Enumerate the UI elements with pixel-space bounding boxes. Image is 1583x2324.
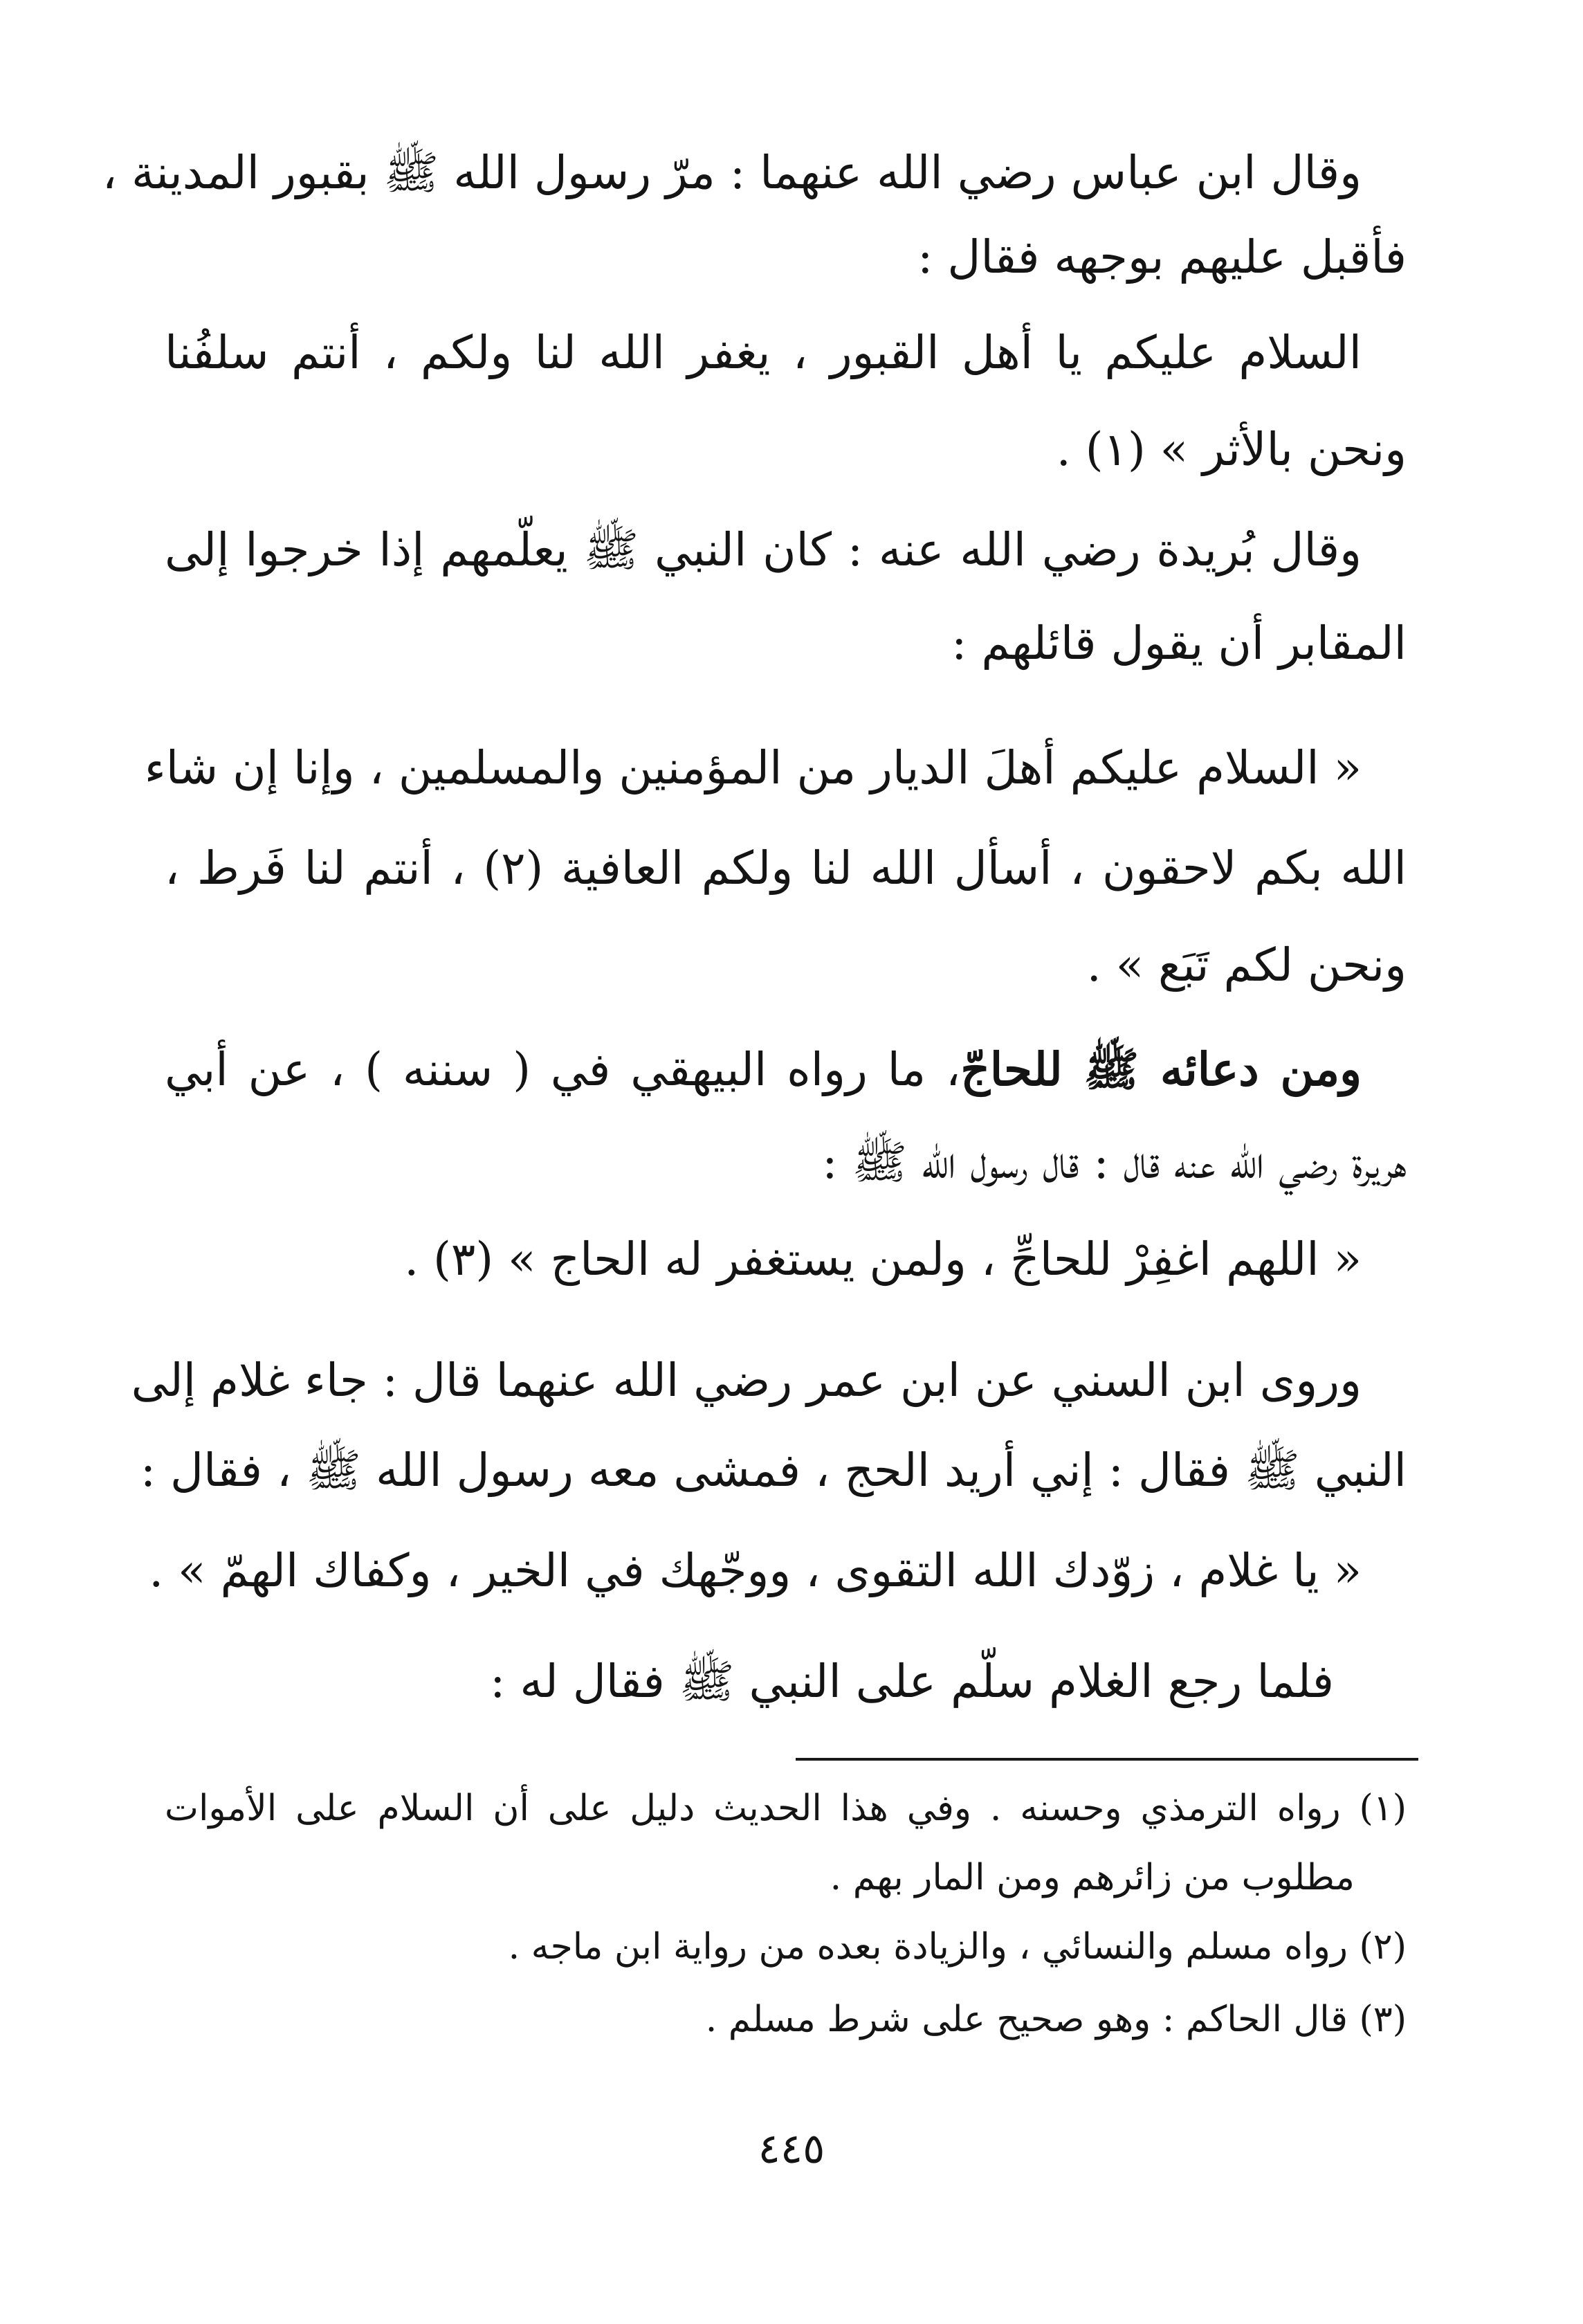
- text-line: ومن دعائه ﷺ للحاجّ، ما رواه البيهقي في ( سننه ) ، عن أبي: [165, 1042, 1362, 1096]
- text-line: ونحن لكم تَبَع » .: [1086, 938, 1407, 992]
- text-line: وقال بُريدة رضي الله عنه : كان النبي ﷺ يعلّمهم إذا خرجوا إلى: [165, 523, 1362, 577]
- page-number: ٤٤٥: [758, 2125, 825, 2173]
- text-line: « يا غلام ، زوّدك الله التقوى ، ووجّهك في الخير ، وكفاك الهمّ » .: [149, 1544, 1362, 1597]
- text-line: فلما رجع الغلام سلّم على النبي ﷺ فقال له :: [490, 1655, 1334, 1708]
- footnote-line: (١) رواه الترمذي وحسنه . وفي هذا الحديث دليل على أن السلام على الأموات: [165, 1788, 1407, 1829]
- text-line: السلام عليكم يا أهل القبور ، يغفر الله لنا ولكم ، أنتم سلفُنا: [165, 326, 1362, 379]
- text-line: « السلام عليكم أهلَ الديار من المؤمنين والمسلمين ، وإنا إن شاء: [144, 741, 1362, 795]
- footnote-line: مطلوب من زائرهم ومن المار بهم .: [830, 1857, 1355, 1898]
- text-line: ونحن بالأثر » (١) .: [1056, 423, 1407, 476]
- footnote-line: (٣) قال الحاكم : وهو صحيح على شرط مسلم .: [705, 1999, 1407, 2040]
- text-line: الله بكم لاحقون ، أسأل الله لنا ولكم العافية (٢) ، أنتم لنا فَرط ،: [165, 842, 1407, 895]
- text-line: وقال ابن عباس رضي الله عنهما : مرّ رسول الله ﷺ بقبور المدينة ،: [102, 146, 1362, 199]
- text-line: المقابر أن يقول قائلهم :: [951, 617, 1407, 670]
- bold-phrase: ومن دعائه ﷺ للحاجّ: [960, 1042, 1362, 1096]
- footnote-separator: [796, 1758, 1418, 1761]
- text-line: فأقبل عليهم بوجهه فقال :: [917, 230, 1407, 284]
- text-line: « اللهم اغفِرْ للحاجِّ ، ولمن يستغفر له الحاج » (٣) .: [404, 1233, 1362, 1286]
- footnote-line: (٢) رواه مسلم والنسائي ، والزيادة بعده من رواية ابن ماجه .: [508, 1926, 1407, 1968]
- text-line: النبي ﷺ فقال : إني أريد الحج ، فمشى معه رسول الله ﷺ ، فقال :: [140, 1444, 1407, 1497]
- text-line: هريرة رضي الله عنه قال : قال رسول الله ﷺ :: [822, 1136, 1407, 1189]
- text-line: وروى ابن السني عن ابن عمر رضي الله عنهما قال : جاء غلام إلى: [131, 1354, 1362, 1407]
